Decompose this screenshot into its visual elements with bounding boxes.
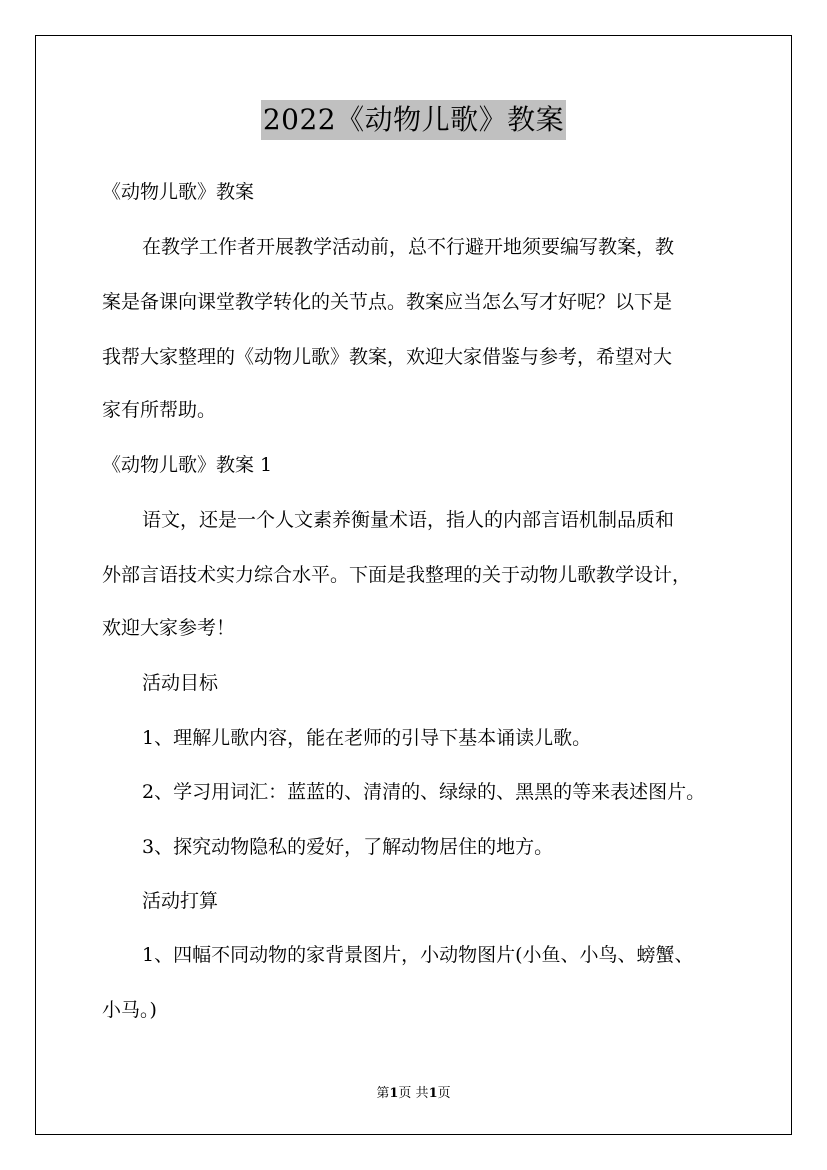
subheading: 活动目标: [142, 672, 219, 694]
page-footer: [0, 1082, 827, 1101]
paragraph-line: 欢迎大家参考！: [102, 617, 236, 639]
paragraph-line: 家有所帮助。: [102, 399, 217, 421]
paragraph-line: 外部言语技术实力综合水平。下面是我整理的关于动物儿歌教学设计，: [102, 564, 692, 586]
footer-page-suffix: 页: [437, 1086, 451, 1101]
section-heading: 《动物儿歌》教案: [102, 181, 255, 203]
list-item: 1、四幅不同动物的家背景图片，小动物图片(小鱼、小鸟、螃蟹、: [142, 944, 694, 966]
list-item: 1、理解儿歌内容，能在老师的引导下基本诵读儿歌。: [142, 727, 592, 749]
footer-page-mid: 页 共: [398, 1086, 429, 1101]
footer-page-current: 1: [389, 1086, 399, 1101]
list-item-continuation: 小马。): [102, 999, 157, 1021]
paragraph-line: 在教学工作者开展教学活动前，总不行避开地须要编写教案，教: [142, 236, 675, 258]
list-item: 2、学习用词汇：蓝蓝的、清清的、绿绿的、黑黑的等来表述图片。: [142, 781, 706, 803]
document-title: 2022《动物儿歌》教案: [261, 100, 566, 140]
footer-page-total: 1: [428, 1086, 438, 1101]
paragraph-line: 我帮大家整理的《动物儿歌》教案，欢迎大家借鉴与参考，希望对大: [102, 346, 673, 368]
paragraph-line: 语文，还是一个人文素养衡量术语，指人的内部言语机制品质和: [142, 509, 675, 531]
subheading: 活动打算: [142, 890, 219, 912]
footer-page-prefix: 第: [376, 1086, 390, 1101]
paragraph-line: 案是备课向课堂教学转化的关节点。教案应当怎么写才好呢？以下是: [102, 291, 673, 313]
list-item: 3、探究动物隐私的爱好，了解动物居住的地方。: [142, 836, 554, 858]
section-heading: 《动物儿歌》教案 1: [102, 454, 273, 476]
title-wrap: [0, 100, 827, 140]
